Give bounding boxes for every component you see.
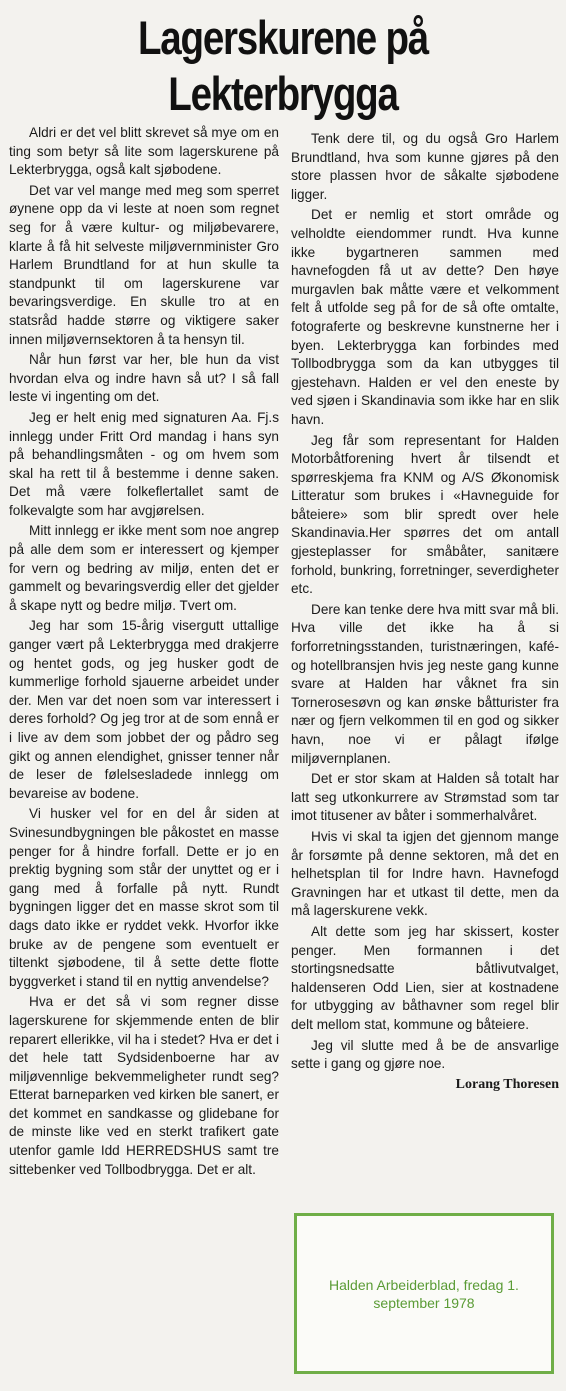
author-signature: Lorang Thoresen — [455, 1076, 559, 1092]
source-note-box — [294, 1213, 554, 1374]
paragraph: Jeg er helt enig med signaturen Aa. Fj.s innlegg under Fritt Ord mandag i hans syn på behandlingsmåten - og om hvem som skal ha rett til å bestemme i denne saken. Det må være folkeflertallet samt de folkevalgte som har avgjørelsen. — [9, 409, 279, 518]
paragraph: Alt dette som jeg har skissert, koster penger. Men formannen i det stortingsnedsatte båtlivutvalget, haldenseren Odd Lien, sier at kostnadene for utbygging av båthavner som regel blir delt mellom stat, kommune og båteiere. — [291, 923, 559, 1032]
paragraph: Mitt innlegg er ikke ment som noe angrep på alle dem som er interessert og kjemper for vern og bedring av miljø, enten det er gammelt og bevaringsverdig eller det gjelder å skape nytt og bedre miljø. Tvert om. — [9, 523, 279, 613]
paragraph: Hvis vi skal ta igjen det gjennom mange år forsømte på denne sektoren, må det en helhetsplan til for Indre havn. Havnefogd Gravningen har et utkast til dette, men da må lagerskurene vekk. — [291, 828, 559, 919]
article-column-left — [9, 124, 279, 1181]
headline-line-2: Lekterbrygga — [168, 67, 398, 120]
paragraph: Når hun først var her, ble hun da vist hvordan elva og indre havn så ut? I så fall leste vi ingenting om det. — [9, 352, 279, 405]
paragraph: Tenk dere til, og du også Gro Harlem Brundtland, hva som kunne gjøres på den store plassen hvor de såkalte sjøbodene ligger. — [291, 131, 559, 202]
source-note-text: Halden Arbeiderblad, fredag 1. september 1978 — [329, 1276, 519, 1311]
paragraph: Det var vel mange med meg som sperret øynene opp da vi leste at noen som regnet seg for å være kultur- og miljøbevarere, klarte å få hit selveste miljøvernminister Gro Harlem Brundtland for at hun skulle ta standpunkt til om lagerskurene var bevaringsverdige. En skulle tro at en statsråd hadde større og viktigere saker innen miljøvernsektoren å ta hensyn til. — [9, 182, 279, 347]
headline-line-1: Lagerskurene på — [137, 11, 428, 64]
paragraph: Dere kan tenke dere hva mitt svar må bli. Hva ville det ikke ha å si forforretningsstanden, turistnæringen, kafé- og hotellbransjen hvis jeg neste gang kunne svare at Halden har våknet fra sin Tornerosesøvn og kan ønske båtturister fra nær og fjern velkommen til en god og sikker havn, noe vi er pålagt ifølge miljøvernplanen. — [291, 601, 559, 766]
article-column-right — [291, 130, 559, 1096]
paragraph: Det er stor skam at Halden så totalt har latt seg utkonkurrere av Strømstad som tar imot titusener av båter i sommerhalvåret. — [291, 771, 559, 824]
paragraph: Jeg får som representant for Halden Motorbåtforening hvert år tilsendt et spørreskjema fra KNM og A/S Økonomisk Litteratur som brukes i «Havneguide for båteiere» som blir spredt over hele Skandinavia.Her spørres det om antall gjesteplasser for småbåter, sanitære forhold, bunkring, forretninger, severdigheter etc. — [291, 432, 559, 597]
paragraph: Det er nemlig et stort område og velholdte eiendommer rundt. Hva kunne ikke bygartneren sammen med havnefogden få ut av dette? Den høye murgavlen bak måtte være et velkomment felt å utfolde seg på for de så ofte omtalte, fotograferte og beskrevne kunstnerne her i byen. Lekterbrygga kan forbindes med Tollbodbrygga som da kan utbygges til gjestehavn. Halden er vel den eneste by ved sjøen i Skandinavia som ikke har en slik havn. — [291, 207, 559, 427]
paragraph: Hva er det så vi som regner disse lagerskurene for skjemmende enten de blir reparert ellerikke, vil ha i stedet? Hva er det i det hele tatt Sydsidenboerne har av miljøvennlige bekvemmeligheter rundt seg? Etterat barneparken ved kirken ble sanert, er det kommet en sandkasse og glidebane for de minste like ved en sterkt trafikert gate utenfor gamle Idd HERREDSHUS samt tre sittebenker ved Tollbodbrygga. Det er alt. — [9, 994, 279, 1177]
paragraph: Aldri er det vel blitt skrevet så mye om en ting som betyr så lite som lagerskurene på Lekterbrygga, også kalt sjøbodene. — [9, 125, 279, 178]
paragraph: Vi husker vel for en del år siden at Svinesundbygningen ble påkostet en masse penger for å hindre forfall. Dette er jo en prektig bygning som står der unyttet og er i gang med å forfalle på nytt. Rundt bygningen ligger det en masse skrot som til dags dato ikke er ryddet vekk. Hvorfor ikke bruke av de pengene som eventuelt er tiltenkt sjøbodene, til å sette dette flotte byggverket i stand til en nyttig anvendelse? — [9, 806, 279, 989]
paragraph: Jeg har som 15-årig visergutt uttallige ganger vært på Lekterbrygga med drakjerre og hentet gods, og jeg husker godt de kummerlige forhold sjauerne arbeidet under der. Men var det noen som var interessert i deres forhold? Og jeg tror at de som ennå er i live av dem som jobbet der og pådro seg gikt og annen elendighet, gnisser tenner når de leser de følelsesladede innlegg om bevareise av bodene. — [9, 618, 279, 801]
paragraph: Jeg vil slutte med å be de ansvarlige sette i gang og gjøre noe. — [291, 1037, 559, 1072]
